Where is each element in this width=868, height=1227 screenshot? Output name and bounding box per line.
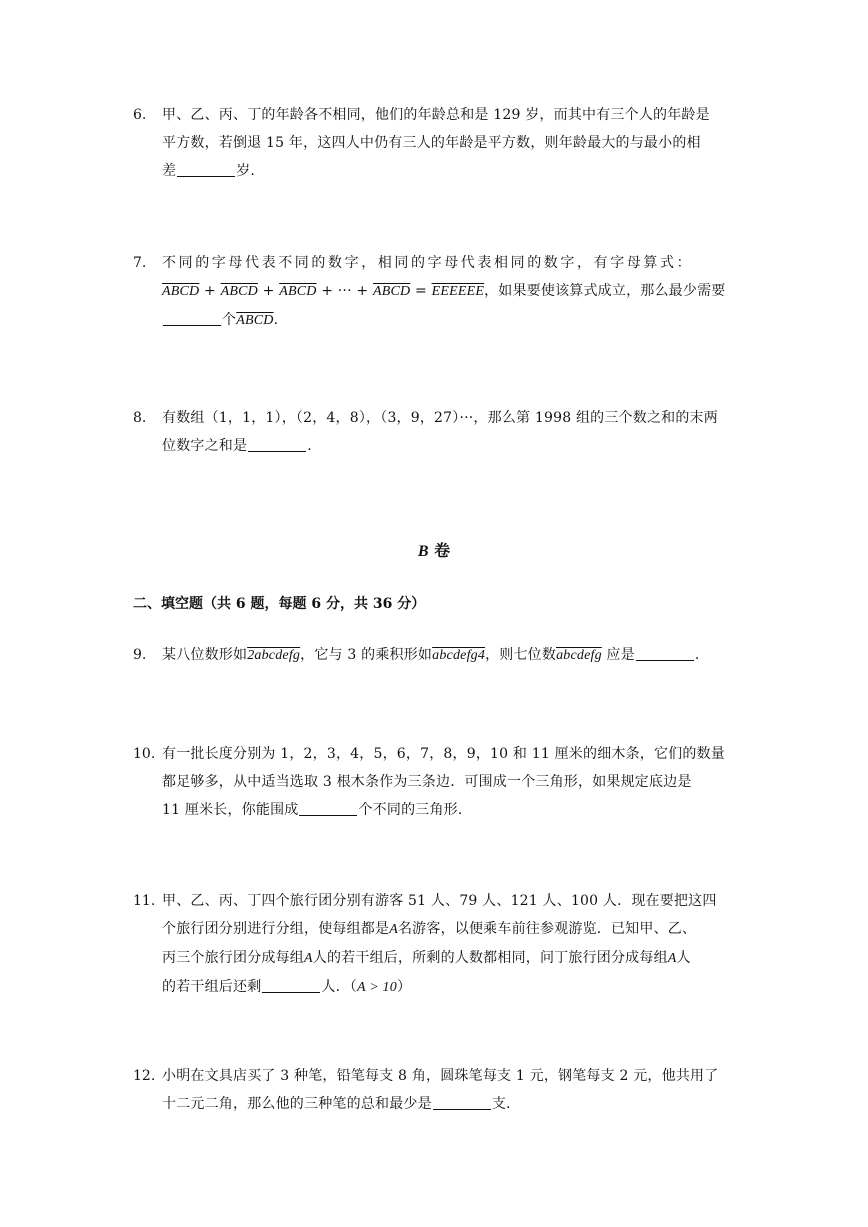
answer-blank[interactable] [262,978,320,993]
text-line [162,1090,753,1118]
text-fragment: 丙三个旅行团分成每组 [162,950,304,966]
text-fragment: 个旅行团分别进行分组，使每组都是 [162,921,390,937]
text-fragment: ） [396,979,412,995]
question-number: 10. [133,746,156,762]
question-number: 7. [133,255,147,271]
question-text [162,101,753,185]
question-6 [133,101,753,185]
overlined-number: ABCD [162,284,200,299]
plus-sign: + [351,283,373,299]
text-fragment: 人的若干组后，所剩的人数都相同，问丁旅行团分成每组 [312,950,668,966]
question-11 [133,887,753,1002]
overlined-number: 2abcdefg [247,648,301,663]
text-line [162,432,753,460]
text-fragment: 应是 [601,647,635,663]
text-line [162,915,753,944]
text-line: 甲、乙、丙、丁的年龄各不相同，他们的年龄总和是 129 岁，而其中有三个人的年龄是 [162,107,710,123]
question-text [162,740,753,824]
text-fragment: 支. [491,1096,511,1112]
question-9 [133,641,753,670]
question-7 [133,249,753,335]
text-fragment: 个 [222,312,237,328]
ellipsis: ··· [337,283,352,299]
answer-blank[interactable] [433,1095,491,1110]
part-b-heading [0,538,868,561]
text-line [162,306,753,335]
text-line [162,157,753,185]
variable-a: A [389,922,398,937]
text-fragment: 十二元二角，那么他的三种笔的总和最少是 [162,1096,432,1112]
section-heading: 二、填空题（共 6 题，每题 6 分，共 36 分） [133,596,426,612]
question-text [162,641,753,670]
part-label: 卷 [428,541,451,560]
text-fragment: 某八位数形如 [162,647,248,663]
answer-blank[interactable] [636,646,694,661]
text-fragment: 人 [676,950,691,966]
question-number: 12. [133,1068,156,1084]
overlined-number: ABCD [279,284,317,299]
equals-sign: = [410,283,432,299]
question-number: 9. [133,647,147,663]
answer-blank[interactable] [248,437,306,452]
answer-blank[interactable] [163,311,221,326]
overlined-number: abcdefg [556,648,602,663]
question-10 [133,740,753,824]
text-line: 小明在文具店买了 3 种笔，铅笔每支 8 角，圆珠笔每支 1 元，钢笔每支 2 元，他共用了 [162,1068,719,1084]
text-fragment: 差 [162,163,177,179]
text-fragment: 位数字之和是 [162,438,248,454]
plus-sign: + [316,283,338,299]
text-fragment: 的若干组后还剩 [162,979,262,995]
variable-a: A [667,951,677,966]
answer-blank[interactable] [299,801,357,816]
question-text [162,249,753,335]
text-fragment: ，它与 3 的乘积形如 [300,647,433,663]
question-8 [133,404,753,460]
overlined-number: ABCD [372,284,411,299]
text-fragment: 名游客，以便乘车前往参观游览．已知甲、乙、 [397,921,697,937]
answer-blank[interactable] [177,162,235,177]
text-line [162,796,753,824]
text-fragment: 岁. [236,163,256,179]
text-fragment: 个不同的三角形. [358,802,463,818]
question-number: 6. [133,107,147,123]
text-line: 平方数，若倒退 15 年，这四人中仍有三人的年龄是平方数，则年龄最大的与最小的相 [162,135,701,151]
overlined-number: EEEEEE [431,284,485,299]
text-line [162,944,753,973]
text-fragment: 11 厘米长，你能围成 [162,802,299,818]
question-number: 11. [133,893,156,909]
text-line: 有数组（1，1，1），（2，4，8），（3，9，27）···，那么第 1998 组的三个数之和的末两 [162,410,718,426]
text-line: 甲、乙、丙、丁四个旅行团分别有游客 51 人、79 人、121 人、100 人．现在要把这四 [162,893,717,909]
part-letter: B [417,543,429,560]
question-text [162,404,753,460]
plus-sign: + [199,283,221,299]
text-fragment: ，则七位数 [485,647,557,663]
overlined-number: ABCD [236,313,274,328]
plus-sign: + [257,283,280,299]
text-line [162,973,753,1002]
overlined-number: ABCD [220,284,258,299]
text-fragment: ，如果要使该算式成立，那么最少需要 [484,283,726,299]
text-fragment: . [273,312,279,328]
text-line: 都足够多，从中适当选取 3 根木条作为三条边．可围成一个三角形，如果规定底边是 [162,774,692,790]
text-line [162,641,753,670]
question-number: 8. [133,410,147,426]
equation-line [162,277,753,306]
question-text [162,887,753,1002]
overlined-number: abcdefg4 [432,648,486,663]
question-12 [133,1062,753,1118]
text-fragment: . [694,647,700,663]
condition: A > 10 [357,980,397,995]
text-line: 有一批长度分别为 1，2，3，4，5，6，7，8，9，10 和 11 厘米的细木条，它们的数量 [162,746,725,762]
text-fragment: 人．（ [321,979,358,995]
variable-a: A [304,951,313,966]
text-line: 不同的字母代表不同的数字，相同的字母代表相同的数字，有字母算式： [162,255,694,271]
text-fragment: . [307,438,312,454]
question-text [162,1062,753,1118]
